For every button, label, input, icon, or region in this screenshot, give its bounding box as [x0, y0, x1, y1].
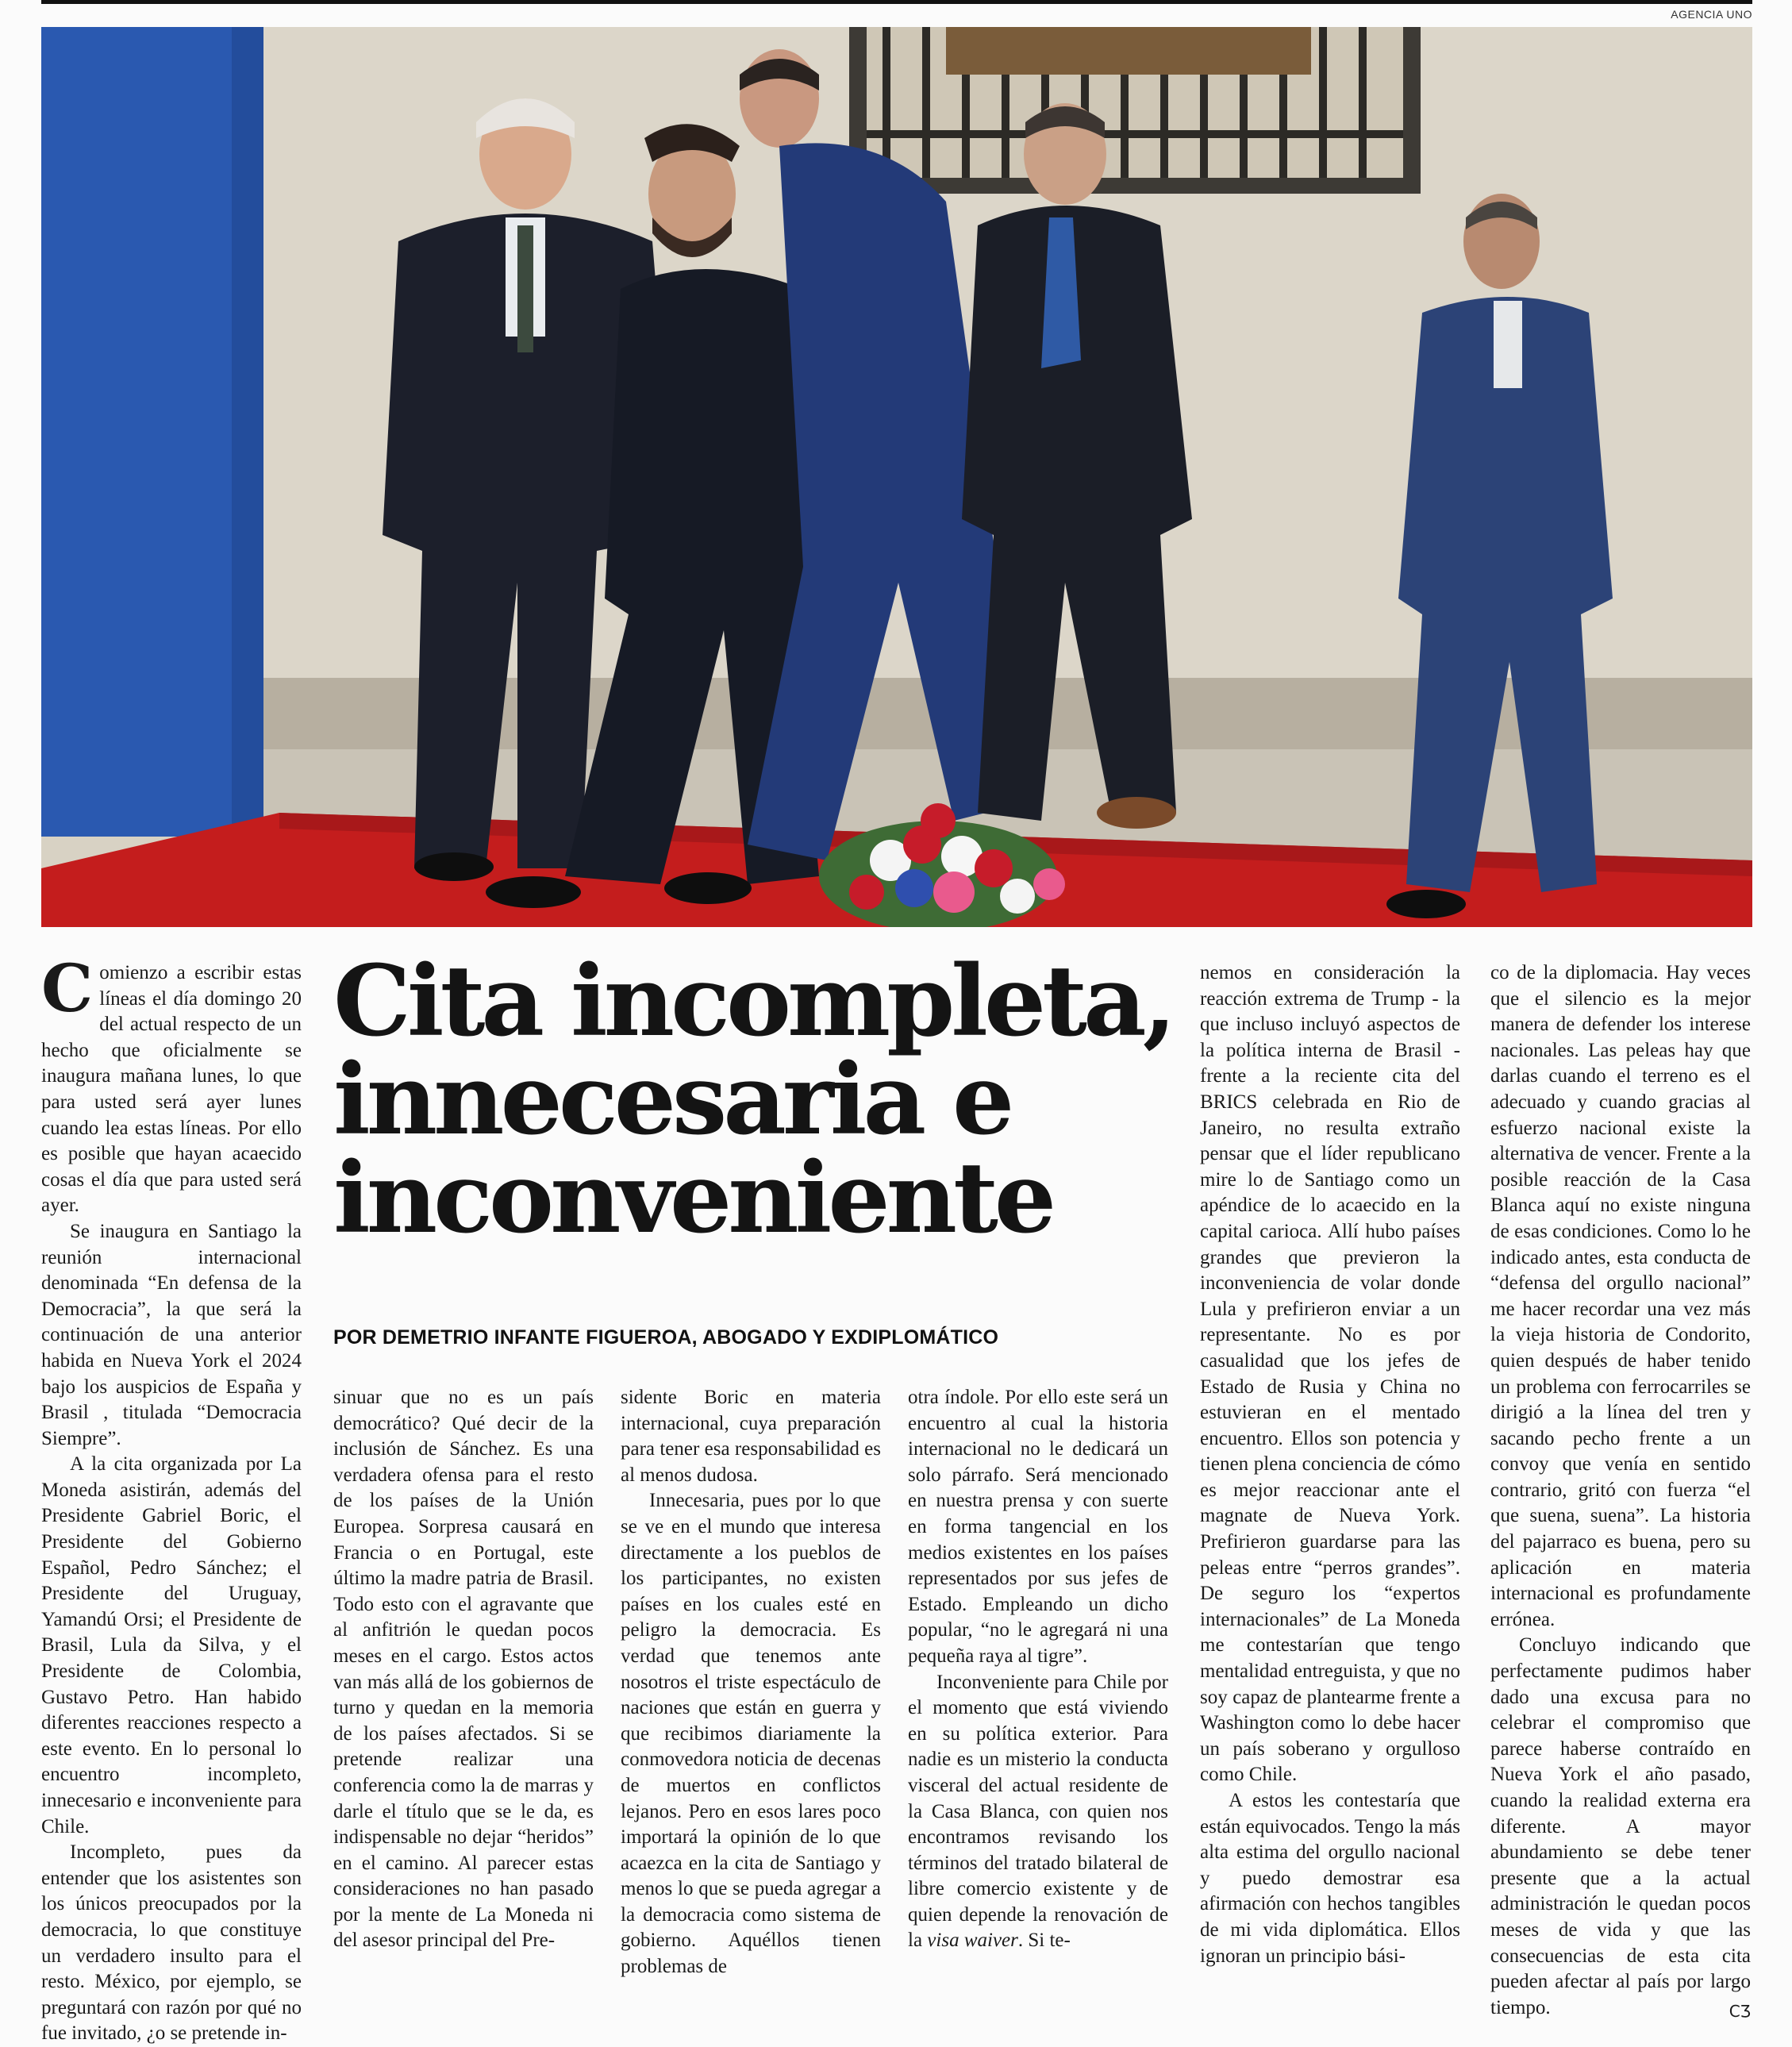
top-rule — [41, 0, 1752, 4]
italic-term: visa waiver — [927, 1930, 1018, 1952]
paragraph-text: Inconveniente para Chile por el momento que está viviendo en su política exterior. Para nadie es un misterio la conducta visceral del actual residente de la Casa Blanca, con quien nos encontramos revisando los términos del tratado bilateral de libre comercio existente y de quien depende la renovación de la — [908, 1671, 1168, 1952]
paragraph: Innecesaria, pues por lo que se ve en el mundo que interesa directamente a los pueblos de los participantes, no existen países en los cuales esté en peligro la democracia. Es verdad que tenemos ante nosotros el triste espectáculo de naciones que están en guerra y que recibimos diariamente la conmovedora noticia de decenas de muertos en conflictos lejanos. Pero en esos lares poco importará la opinión de lo que acaezca en la cita de Santiago y menos lo que se pueda agregar a la democracia como sistema de gobierno. Aquéllos tienen problemas de — [621, 1490, 881, 1978]
article-column-6 — [1490, 960, 1751, 2024]
paragraph: A la cita organizada por La Moneda asistirán, además del Presidente Gabriel Boric, el Presidente del Gobierno Español, Pedro Sánchez; el Presidente del Uruguay, Yamandú Orsi; el Presidente de Brasil, Lula da Silva, y el Presidente de Colombia, Gustavo Petro. Han habido diferentes reacciones respecto a este evento. En lo personal lo encuentro incompleto, innecesario e inconveniente para Chile. — [41, 1453, 302, 1837]
headline-line-2: innecesaria e — [333, 1043, 1011, 1157]
paragraph-tail: . Si te- — [1017, 1930, 1071, 1952]
paragraph: A estos les contestaría que están equivocados. Tengo la más alta estima del orgullo nacional y puedo demostrar esa afirmación con hechos tangibles de mi vida diplomática. Ellos ignoran un principio bási- — [1200, 1790, 1460, 1967]
paragraph: co de la diplomacia. Hay veces que el silencio es la mejor manera de defender los interese nacionales. Las peleas hay que darlas cuando el terreno es el adecuado y cuando gracias al esfuerzo nacional existe la alternativa de vencer. Frente a la posible reacción de la Casa Blanca aquí no existe ninguna de esas condiciones. Como lo he indicado antes, esta conducta de “defensa del orgullo nacional” me hacer recordar una vez más la vieja historia de Condorito, quien después de haber tenido un problema con ferrocarriles se dirigió a la línea del tren y sacando pecho frente a un convoy que venía en sentido contrario, gritó con fuerza “el que suena, suena”. La historia del pajarraco es buena, pero su aplicación en materia internacional es profundamente errónea. — [1490, 962, 1751, 1630]
article-column-1 — [41, 951, 302, 2047]
end-mark-icon: CӠ — [1729, 2001, 1751, 2021]
paragraph: sinuar que no es un país democrático? Qué decir de la inclusión de Sánchez. Es una verdadera ofensa para el resto de los países de la Unión Europea. Sorpresa causará en Francia o en Portugal, este último la madre patria de Brasil. Todo esto con el agravante que al anfitrión le quedan pocos meses en el cargo. Estos actos van más allá de los gobiernos de turno y quedan en la memoria de los países afectados. Si se pretende realizar una conferencia como la de marras y darle el título que se le da, es indispensable no dejar “heridos” en el camino. Al parecer estas consideraciones no han pasado por la mente de La Moneda ni del asesor principal del Pre- — [333, 1387, 594, 1952]
article-column-5 — [1200, 960, 1460, 1969]
paragraph: sidente Boric en materia internacional, cuya preparación para tener esa responsabilidad es al menos dudosa. — [621, 1387, 881, 1486]
headline — [333, 945, 1173, 1256]
paragraph-text: Concluyo indicando que perfectamente pudimos haber dado una excusa para no celebrar el compromiso que parece haberse contraído en Nueva York el año pasado, cuando la realidad externa era diferente. A mayor abundamiento se debe tener presente que a la actual administración le quedan pocos meses de vida y que las consecuencias de esta cita pueden afectar al país por largo tiempo. — [1490, 1634, 1751, 2018]
paragraph-intro — [41, 951, 302, 1219]
byline: POR DEMETRIO INFANTE FIGUEROA, ABOGADO Y EXDIPLOMÁTICO — [333, 1326, 999, 1349]
photo-credit: AGENCIA UNO — [1671, 8, 1752, 21]
article-column-2 — [333, 1385, 594, 1954]
paragraph: Incompleto, pues da entender que los asistentes son los únicos preocupados por la democracia, lo que constituye un verdadero insulto para el resto. México, por ejemplo, se preguntará con razón por qué no fue invitado, ¿o se pretende in- — [41, 1841, 302, 2045]
news-photo — [41, 27, 1752, 927]
photo-leaders-walking-icon — [41, 27, 1752, 927]
article-column-3 — [621, 1385, 881, 1980]
headline-line-3: inconveniente — [333, 1141, 1053, 1256]
paragraph: nemos en consideración la reacción extrema de Trump - la que incluso incluyó aspectos de la política interna de Brasil - frente a la reciente cita del BRICS celebrada en Rio de Janeiro, no resulta extraño pensar que el líder republicano mire lo de Santiago como un apéndice de lo acaecido en la capital carioca. Allí hubo países grandes que previeron la inconveniencia de volar donde Lula y prefirieron enviar a un representante. No es por casualidad que los jefes de Estado de Rusia y China no estuvieran en el mentado encuentro. Ellos son potencia y tienen plena conciencia de cómo es mejor reaccionar ante el magnate de Nueva York. Prefirieron guardarse para las peleas entre “perros grandes”. De seguro los “expertos internacionales” de La Moneda me contestarían que tengo mentalidad entreguista, y que no soy capaz de plantearme frente a Washington como lo debe hacer un país soberano y orgulloso como Chile. — [1200, 962, 1460, 1786]
intro-text: omienzo a escribir estas líneas el día domingo 20 del actual respecto de un hecho que oficialmente se inaugura mañana lunes, lo que para usted será ayer lunes cuando lea estas líneas. Por ello es posible que hayan acaecido cosas el día que para usted será ayer. — [41, 962, 302, 1217]
headline-line-1: Cita incompleta, — [333, 945, 1173, 1059]
drop-cap: C — [41, 951, 94, 1027]
paragraph: otra índole. Por ello este será un encuentro al cual la historia internacional no le dedicará un solo párrafo. Será mencionado en nuestra prensa y con suerte en forma tangencial en los medios existentes en los países representados por sus jefes de Estado. Empleando un dicho popular, “no le agregará ni una pequeña raya al tigre”. — [908, 1387, 1168, 1667]
paragraph: Se inaugura en Santiago la reunión internacional denominada “En defensa de la Democracia”, la que será la continuación de una anterior habida en Nueva York el 2024 bajo los auspicios de España y Brasil , titulada “Democracia Siempre”. — [41, 1220, 302, 1449]
paragraph-final — [1490, 1633, 1751, 2021]
paragraph-with-italic — [908, 1670, 1168, 1955]
article-column-4 — [908, 1385, 1168, 1954]
